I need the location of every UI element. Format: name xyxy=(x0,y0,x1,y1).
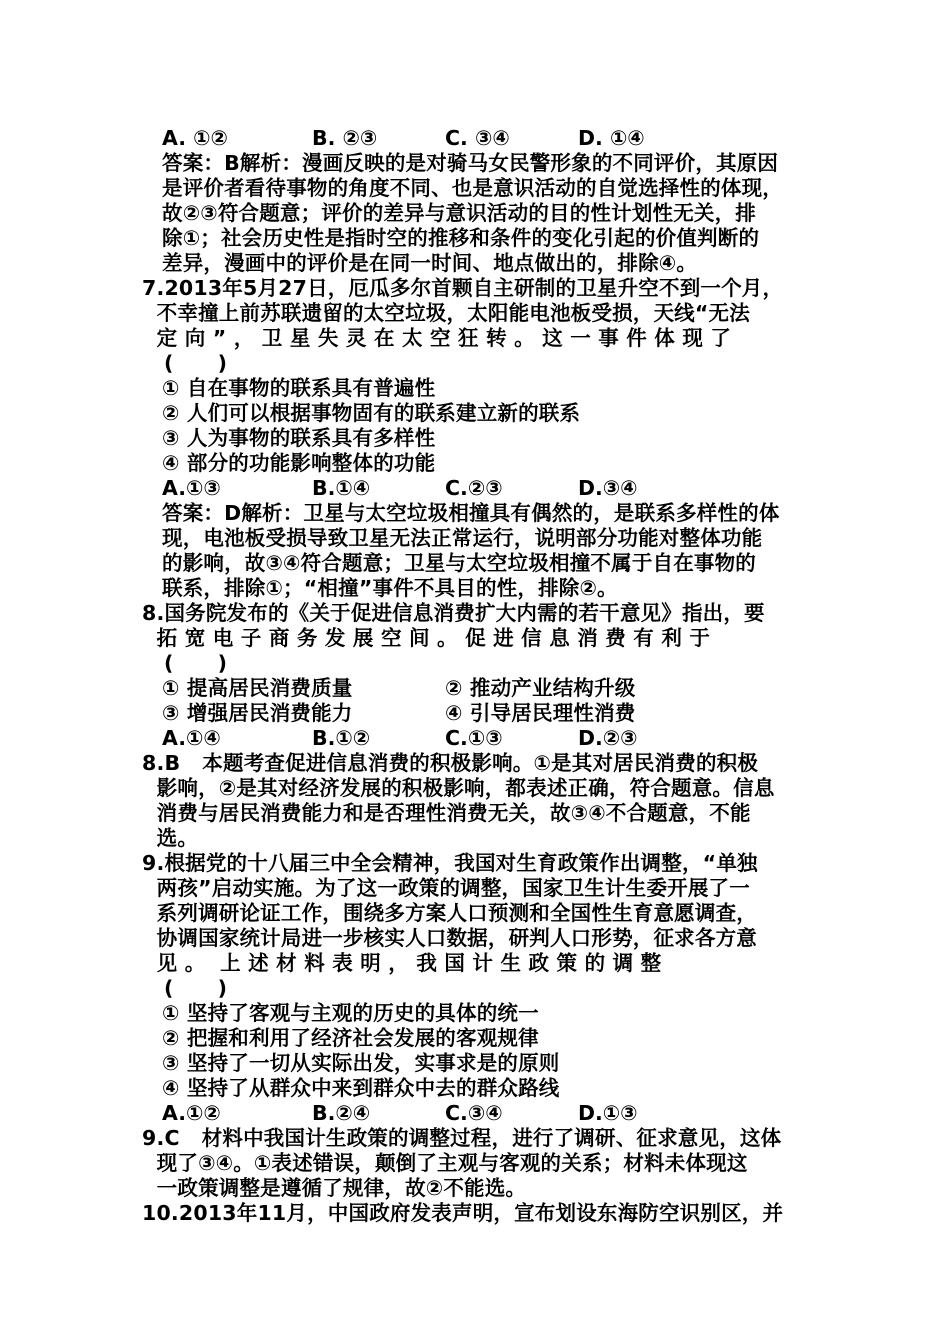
choice-item: ④ 引导居民理性消费 xyxy=(445,701,636,725)
q6-option-b: B. ②③ xyxy=(312,126,378,150)
choice-item: ② 人们可以根据事物固有的联系建立新的联系 xyxy=(162,401,581,425)
q8-option-a: A.①④ xyxy=(162,726,221,750)
answer-line: 答案：D解析：卫星与太空垃圾相撞具有偶然的，是联系多样性的体 xyxy=(162,501,780,525)
answer-line: 9.C 材料中我国计生政策的调整过程，进行了调研、征求意见，这体 xyxy=(142,1126,782,1150)
q9-option-c: C.③④ xyxy=(445,1101,503,1125)
answer-line: 差异，漫画中的评价是在同一时间、地点做出的，排除④。 xyxy=(162,251,698,275)
choice-item: ③ 人为事物的联系具有多样性 xyxy=(162,426,436,450)
question-stem-line: 系列调研论证工作，围绕多方案人口预测和全国性生育意愿调查， xyxy=(142,901,757,925)
question-stem-line: 9.根据党的十八届三中全会精神，我国对生育政策作出调整，“单独 xyxy=(142,851,758,875)
answer-line: 消费与居民消费能力和是否理性消费无关，故③④不合题意，不能 xyxy=(142,801,751,825)
choice-item: ④ 部分的功能影响整体的功能 xyxy=(162,451,436,475)
q6-option-d: D. ①④ xyxy=(578,126,645,150)
q9-option-d: D.①③ xyxy=(578,1101,638,1125)
choice-item: ② 把握和利用了经济社会发展的客观规律 xyxy=(162,1026,539,1050)
q8-option-b: B.①② xyxy=(312,726,371,750)
q6-option-c: C. ③④ xyxy=(445,126,510,150)
question-stem-line: 8.国务院发布的《关于促进信息消费扩大内需的若干意见》指出，要 xyxy=(142,601,765,625)
answer-blank: ( ) xyxy=(142,351,228,375)
q9-option-a: A.①② xyxy=(162,1101,221,1125)
answer-line: 8.B 本题考查促进信息消费的积极影响。①是其对居民消费的积极 xyxy=(142,751,759,775)
answer-line: 是评价者看待事物的角度不同、也是意识活动的自觉选择性的体现， xyxy=(162,176,783,200)
choice-item: ① 自在事物的联系具有普遍性 xyxy=(162,376,436,400)
question-stem-line: 两孩”启动实施。为了这一政策的调整，国家卫生计生委开展了一 xyxy=(142,876,750,900)
answer-line: 一政策调整是遵循了规律，故②不能选。 xyxy=(142,1176,527,1200)
question-stem-line: 10.2013年11月，中国政府发表声明，宣布划设东海防空识别区，并 xyxy=(142,1201,784,1225)
choice-item: ① 提高居民消费质量 xyxy=(162,676,353,700)
q6-option-a: A. ①② xyxy=(162,126,228,150)
question-stem-line: 7.2013年5月27日，厄瓜多尔首颗自主研制的卫星升空不到一个月， xyxy=(142,276,784,300)
choice-item: ③ 坚持了一切从实际出发，实事求是的原则 xyxy=(162,1051,560,1075)
answer-line: 除①；社会历史性是指时空的推移和条件的变化引起的价值判断的 xyxy=(162,226,760,250)
q7-option-c: C.②③ xyxy=(445,476,503,500)
answer-line: 选。 xyxy=(142,826,199,850)
answer-line: 现，电池板受损导致卫星无法正常运行，说明部分功能对整体功能 xyxy=(162,526,763,550)
answer-line: 故②③符合题意；评价的差异与意识活动的目的性计划性无关，排 xyxy=(162,201,757,225)
choice-item: ③ 增强居民消费能力 xyxy=(162,701,353,725)
choice-item: ④ 坚持了从群众中来到群众中去的群众路线 xyxy=(162,1076,560,1100)
question-stem-line: 见 。 上 述 材 料 表 明 ， 我 国 计 生 政 策 的 调 整 xyxy=(142,951,662,975)
question-stem-line: 不幸撞上前苏联遗留的太空垃圾，太阳能电池板受损，天线“无法 xyxy=(142,301,750,325)
q7-option-a: A.①③ xyxy=(162,476,221,500)
answer-blank: ( ) xyxy=(142,651,228,675)
q8-option-d: D.②③ xyxy=(578,726,638,750)
question-stem-line: 拓 宽 电 子 商 务 发 展 空 间 。 促 进 信 息 消 费 有 利 于 xyxy=(142,626,711,650)
question-stem-line: 协调国家统计局进一步核实人口数据，研判人口形势，征求各方意 xyxy=(142,926,757,950)
question-stem-line: 定 向 ” ， 卫 星 失 灵 在 太 空 狂 转 。 这 一 事 件 体 现 了 xyxy=(142,326,732,350)
q8-option-c: C.①③ xyxy=(445,726,503,750)
q9-option-b: B.②④ xyxy=(312,1101,371,1125)
answer-line: 现了③④。①表述错误，颠倒了主观与客观的关系；材料未体现这 xyxy=(142,1151,748,1175)
answer-line: 影响，②是其对经济发展的积极影响，都表述正确，符合题意。信息 xyxy=(142,776,775,800)
answer-line: 的影响，故③④符合题意；卫星与太空垃圾相撞不属于自在事物的 xyxy=(162,551,757,575)
choice-item: ① 坚持了客观与主观的历史的具体的统一 xyxy=(162,1001,539,1025)
q7-option-d: D.③④ xyxy=(578,476,638,500)
answer-line: 联系，排除①；“相撞”事件不具目的性，排除②。 xyxy=(162,576,618,600)
choice-item: ② 推动产业结构升级 xyxy=(445,676,636,700)
q7-option-b: B.①④ xyxy=(312,476,371,500)
answer-line: 答案：B解析：漫画反映的是对骑马女民警形象的不同评价，其原因 xyxy=(162,151,779,175)
answer-blank: ( ) xyxy=(142,976,228,1000)
